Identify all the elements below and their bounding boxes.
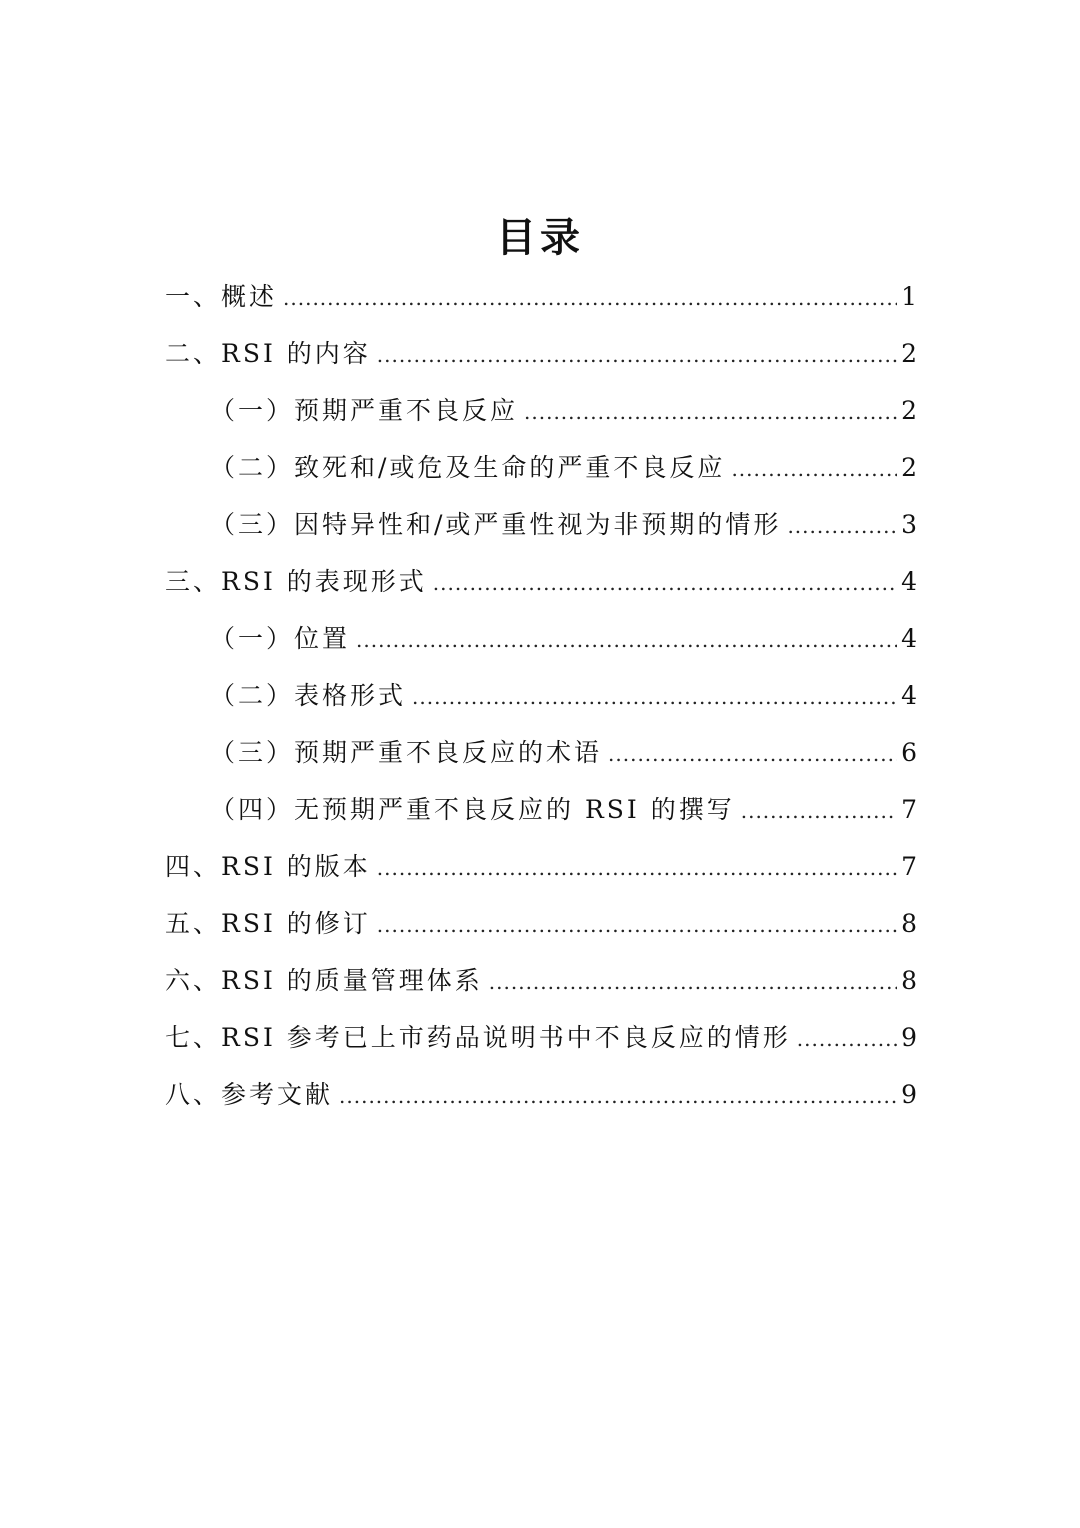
toc-entry-quality-system[interactable] (165, 952, 917, 1009)
toc-entry-page: 8 (901, 909, 917, 938)
toc-leader-dots (524, 384, 897, 441)
toc-leader-dots (283, 270, 897, 327)
toc-entry-page: 3 (901, 510, 917, 539)
toc-entry-location[interactable] (165, 610, 917, 667)
toc-entry-page: 7 (901, 852, 917, 881)
toc-leader-dots (731, 441, 897, 498)
toc-entry-label: （二）致死和/或危及生命的严重不良反应 (210, 453, 726, 482)
toc-leader-dots (356, 612, 897, 669)
toc-entry-marketed-drug-label[interactable] (165, 1009, 917, 1066)
toc-entry-label: 八、参考文献 (165, 1080, 334, 1109)
toc-leader-dots (377, 840, 897, 897)
toc-entry-page: 9 (901, 1080, 917, 1109)
toc-entry-rsi-format[interactable] (165, 553, 917, 610)
toc-entry-expected-serious-ar[interactable] (165, 382, 917, 439)
toc-entry-page: 2 (901, 396, 917, 425)
toc-leader-dots (433, 555, 897, 612)
toc-entry-page: 8 (901, 966, 917, 995)
toc-entry-page: 2 (901, 339, 917, 368)
toc-leader-dots (339, 1068, 897, 1125)
toc-entry-page: 6 (901, 738, 917, 767)
toc-entry-page: 4 (901, 567, 917, 596)
toc-entry-label: （一）位置 (210, 624, 351, 653)
toc-entry-references[interactable] (165, 1066, 917, 1123)
toc-entry-page: 2 (901, 453, 917, 482)
toc-entry-label: 四、RSI 的版本 (165, 852, 371, 881)
toc-entry-label: 七、RSI 参考已上市药品说明书中不良反应的情形 (165, 1023, 791, 1052)
toc-entry-label: 五、RSI 的修订 (165, 909, 371, 938)
toc-entry-label: 二、RSI 的内容 (165, 339, 371, 368)
toc-entry-label: 六、RSI 的质量管理体系 (165, 966, 483, 995)
toc-entry-rsi-version[interactable] (165, 838, 917, 895)
toc-entry-terminology[interactable] (165, 724, 917, 781)
toc-entry-page: 9 (901, 1023, 917, 1052)
toc-entry-unexpected-cases[interactable] (165, 496, 917, 553)
toc-leader-dots (608, 726, 897, 783)
table-of-contents (165, 268, 917, 1123)
toc-leader-dots (787, 498, 897, 555)
toc-entry-page: 4 (901, 624, 917, 653)
toc-entry-page: 7 (901, 795, 917, 824)
toc-leader-dots (377, 897, 897, 954)
toc-entry-label: （四）无预期严重不良反应的 RSI 的撰写 (210, 795, 735, 824)
toc-leader-dots (377, 327, 897, 384)
toc-entry-label: （二）表格形式 (210, 681, 407, 710)
toc-entry-table-format[interactable] (165, 667, 917, 724)
toc-entry-label: （一）预期严重不良反应 (210, 396, 519, 425)
toc-entry-page: 4 (901, 681, 917, 710)
toc-title: 目录 (496, 215, 584, 261)
toc-leader-dots (489, 954, 897, 1011)
toc-entry-rsi-revision[interactable] (165, 895, 917, 952)
toc-entry-fatal-life-threatening[interactable] (165, 439, 917, 496)
toc-entry-label: （三）预期严重不良反应的术语 (210, 738, 603, 767)
toc-entry-rsi-content[interactable] (165, 325, 917, 382)
toc-entry-label: （三）因特异性和/或严重性视为非预期的情形 (210, 510, 782, 539)
toc-entry-label: 一、概述 (165, 282, 278, 311)
toc-entry-rsi-without-expected[interactable] (165, 781, 917, 838)
toc-entry-label: 三、RSI 的表现形式 (165, 567, 427, 596)
toc-entry-overview[interactable] (165, 268, 917, 325)
toc-entry-page: 1 (901, 282, 917, 311)
toc-leader-dots (797, 1011, 897, 1068)
toc-leader-dots (741, 783, 897, 840)
toc-leader-dots (412, 669, 897, 726)
